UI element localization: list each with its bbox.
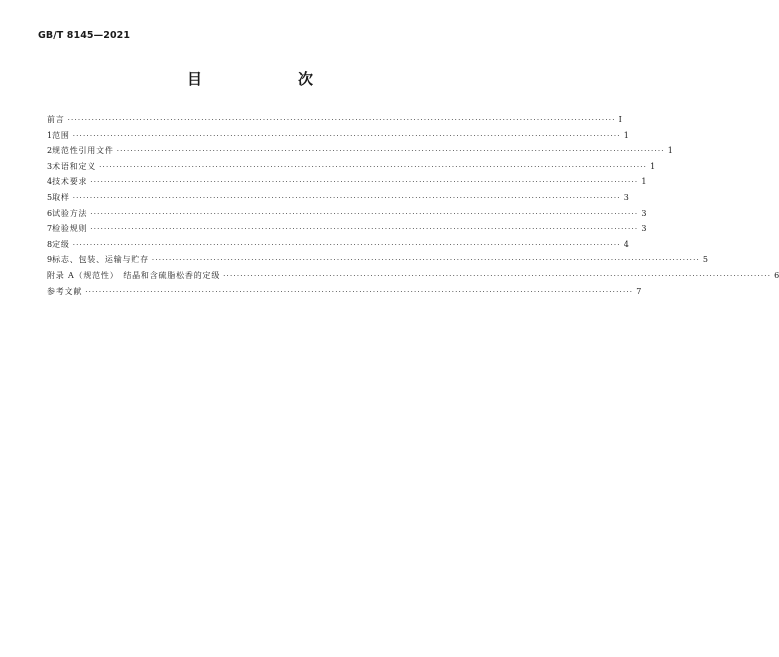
toc-entry-number: 1: [47, 130, 53, 140]
toc-entry[interactable]: [47, 161, 656, 177]
toc-entry-label: 前言: [47, 115, 65, 124]
toc-entry-number: 3: [47, 161, 53, 171]
toc-entry-label: 标志、包装、运输与贮存: [52, 255, 149, 265]
toc-entry-label: 检验规则: [52, 224, 88, 234]
toc-leader: ································································································································································: [151, 256, 700, 265]
toc-entry-number: 7: [47, 224, 53, 234]
toc-entry[interactable]: [47, 254, 709, 270]
toc-entry[interactable]: [47, 223, 647, 239]
toc-entry-number: 9: [47, 255, 53, 265]
toc-leader: ································································································································································: [223, 271, 772, 280]
toc-entry-label: 技术要求: [52, 177, 88, 187]
toc-entry-page: 1: [667, 146, 673, 156]
toc-leader: ································································································································································: [72, 240, 621, 249]
toc-entry-page: Ⅰ: [618, 115, 622, 124]
toc-entry-number: 6: [47, 208, 53, 218]
toc-entry[interactable]: [47, 208, 647, 224]
toc-entry-number: 2: [47, 146, 53, 156]
toc-entry-number: 5: [47, 192, 53, 202]
toc-entry-number: 8: [47, 239, 53, 249]
toc-entry-page: 3: [623, 192, 629, 202]
toc-leader: ································································································································································: [116, 147, 665, 156]
toc-leader: ································································································································································: [90, 225, 639, 234]
toc-entry-page: 1: [641, 177, 647, 187]
toc-entry-label: 范围: [52, 130, 70, 140]
toc-entry-page: 5: [702, 255, 709, 265]
toc-entry-label: 定级: [52, 239, 70, 249]
toc-entry-page: 3: [641, 208, 647, 218]
toc-entry[interactable]: [47, 176, 647, 192]
toc-entry-label: 附录 A（规范性） 结晶和含硫脂松香的定级: [47, 270, 221, 280]
toc-leader: ································································································································································: [72, 193, 621, 202]
toc-leader: ································································································································································: [99, 162, 648, 171]
standard-number: GB/T 8145—2021: [38, 30, 131, 41]
toc-entry[interactable]: [47, 145, 673, 161]
toc-entry-page: 1: [623, 130, 629, 140]
toc-entry-label: 规范性引用文件: [52, 146, 114, 156]
page-title: 目 次: [186, 70, 335, 88]
toc-entry-page: 1: [650, 161, 656, 171]
toc-entry[interactable]: [47, 239, 629, 255]
toc-entry-page: 3: [641, 224, 647, 234]
toc-leader: ································································································································································: [90, 178, 639, 187]
toc-entry[interactable]: [47, 114, 622, 130]
toc-entry-page: 7: [636, 286, 642, 296]
toc-entry[interactable]: [47, 130, 629, 146]
toc-leader: ································································································································································: [67, 116, 616, 124]
toc-leader: ································································································································································: [72, 131, 621, 140]
toc-entry-number: 4: [47, 177, 53, 187]
toc-entry[interactable]: [47, 270, 779, 286]
toc-entry-page: 4: [623, 239, 629, 249]
toc-entry-page: 6: [774, 270, 779, 280]
toc-entry-label: 术语和定义: [52, 161, 97, 171]
toc-entry[interactable]: [47, 192, 629, 208]
toc-entry-label: 取样: [52, 192, 70, 202]
table-of-contents: [47, 114, 779, 301]
toc-leader: ································································································································································: [90, 209, 639, 218]
toc-entry-label: 试验方法: [52, 208, 88, 218]
toc-entry[interactable]: [47, 286, 642, 302]
toc-entry-label: 参考文献: [47, 286, 83, 296]
toc-leader: ································································································································································: [85, 287, 634, 296]
